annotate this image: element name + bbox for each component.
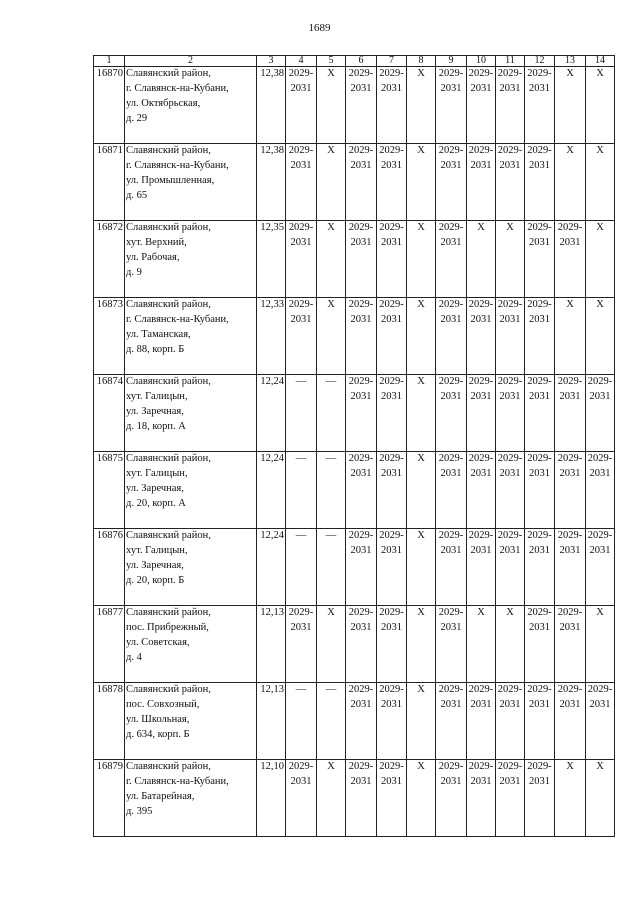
period-cell: 2029- 2031 <box>436 760 467 837</box>
period-cell: 2029- 2031 <box>467 144 496 221</box>
period-cell: X <box>317 67 346 144</box>
period-cell: X <box>586 298 615 375</box>
period-cell: 2029- 2031 <box>525 606 555 683</box>
register-table <box>93 55 615 837</box>
period-cell: 2029- 2031 <box>555 606 586 683</box>
period-cell: X <box>407 67 436 144</box>
period-cell: X <box>317 606 346 683</box>
address-cell: Славянский район, г. Славянск-на-Кубани, ул. Промышленная, д. 65 <box>125 144 257 221</box>
period-cell: X <box>407 452 436 529</box>
area-cell: 12,13 <box>257 606 286 683</box>
period-cell: X <box>555 144 586 221</box>
period-cell: X <box>407 298 436 375</box>
column-number-cell: 11 <box>496 56 525 67</box>
column-number-cell: 10 <box>467 56 496 67</box>
period-cell: 2029- 2031 <box>586 683 615 760</box>
column-number-row <box>94 56 615 67</box>
address-cell: Славянский район, хут. Галицын, ул. Заречная, д. 20, корп. Б <box>125 529 257 606</box>
area-cell: 12,33 <box>257 298 286 375</box>
period-cell: 2029- 2031 <box>377 298 407 375</box>
period-cell: 2029- 2031 <box>525 298 555 375</box>
period-cell: 2029- 2031 <box>377 529 407 606</box>
page-number: 1689 <box>308 22 331 34</box>
period-cell: 2029- 2031 <box>436 67 467 144</box>
period-cell: 2029- 2031 <box>377 606 407 683</box>
period-cell: X <box>555 67 586 144</box>
period-cell: X <box>317 298 346 375</box>
period-cell: — <box>286 452 317 529</box>
address-cell: Славянский район, пос. Совхозный, ул. Школьная, д. 634, корп. Б <box>125 683 257 760</box>
period-cell: 2029- 2031 <box>346 67 377 144</box>
period-cell: 2029- 2031 <box>525 67 555 144</box>
area-cell: 12,10 <box>257 760 286 837</box>
address-cell: Славянский район, г. Славянск-на-Кубани, ул. Батарейная, д. 395 <box>125 760 257 837</box>
period-cell: X <box>586 760 615 837</box>
row-number-cell: 16878 <box>94 683 125 760</box>
period-cell: 2029- 2031 <box>586 452 615 529</box>
period-cell: 2029- 2031 <box>377 760 407 837</box>
row-number-cell: 16876 <box>94 529 125 606</box>
period-cell: 2029- 2031 <box>496 529 525 606</box>
period-cell: 2029- 2031 <box>467 683 496 760</box>
period-cell: 2029- 2031 <box>586 529 615 606</box>
period-cell: 2029- 2031 <box>496 298 525 375</box>
period-cell: X <box>317 760 346 837</box>
column-number-cell: 9 <box>436 56 467 67</box>
period-cell: 2029- 2031 <box>555 683 586 760</box>
period-cell: 2029- 2031 <box>555 529 586 606</box>
period-cell: — <box>317 452 346 529</box>
period-cell: X <box>586 606 615 683</box>
row-number-cell: 16871 <box>94 144 125 221</box>
period-cell: 2029- 2031 <box>286 144 317 221</box>
column-number-cell: 12 <box>525 56 555 67</box>
column-number-cell: 13 <box>555 56 586 67</box>
period-cell: — <box>286 529 317 606</box>
address-cell: Славянский район, хут. Галицын, ул. Заречная, д. 18, корп. А <box>125 375 257 452</box>
table-row <box>94 221 615 298</box>
row-number-cell: 16875 <box>94 452 125 529</box>
table-row <box>94 298 615 375</box>
row-number-cell: 16877 <box>94 606 125 683</box>
period-cell: 2029- 2031 <box>467 452 496 529</box>
period-cell: X <box>407 144 436 221</box>
period-cell: 2029- 2031 <box>436 683 467 760</box>
table-row <box>94 606 615 683</box>
period-cell: 2029- 2031 <box>436 375 467 452</box>
period-cell: X <box>496 221 525 298</box>
period-cell: 2029- 2031 <box>377 221 407 298</box>
period-cell: 2029- 2031 <box>346 144 377 221</box>
period-cell: X <box>555 298 586 375</box>
column-number-cell: 6 <box>346 56 377 67</box>
period-cell: 2029- 2031 <box>496 67 525 144</box>
period-cell: 2029- 2031 <box>346 375 377 452</box>
period-cell: 2029- 2031 <box>467 760 496 837</box>
table-row <box>94 452 615 529</box>
period-cell: X <box>467 606 496 683</box>
period-cell: 2029- 2031 <box>346 760 377 837</box>
period-cell: 2029- 2031 <box>346 452 377 529</box>
period-cell: 2029- 2031 <box>377 683 407 760</box>
period-cell: 2029- 2031 <box>346 606 377 683</box>
period-cell: X <box>467 221 496 298</box>
column-number-cell: 8 <box>407 56 436 67</box>
period-cell: 2029- 2031 <box>436 529 467 606</box>
period-cell: 2029- 2031 <box>525 529 555 606</box>
period-cell: — <box>286 375 317 452</box>
period-cell: 2029- 2031 <box>496 760 525 837</box>
period-cell: X <box>586 67 615 144</box>
table-row <box>94 760 615 837</box>
period-cell: X <box>555 760 586 837</box>
address-cell: Славянский район, г. Славянск-на-Кубани, ул. Октябрьская, д. 29 <box>125 67 257 144</box>
period-cell: 2029- 2031 <box>346 683 377 760</box>
period-cell: 2029- 2031 <box>525 144 555 221</box>
period-cell: 2029- 2031 <box>436 452 467 529</box>
address-cell: Славянский район, пос. Прибрежный, ул. Советская, д. 4 <box>125 606 257 683</box>
period-cell: 2029- 2031 <box>377 375 407 452</box>
period-cell: 2029- 2031 <box>377 67 407 144</box>
column-number-cell: 7 <box>377 56 407 67</box>
period-cell: 2029- 2031 <box>555 375 586 452</box>
table-row <box>94 144 615 221</box>
period-cell: 2029- 2031 <box>346 529 377 606</box>
column-number-cell: 5 <box>317 56 346 67</box>
row-number-cell: 16872 <box>94 221 125 298</box>
address-cell: Славянский район, хут. Верхний, ул. Рабочая, д. 9 <box>125 221 257 298</box>
period-cell: 2029- 2031 <box>286 760 317 837</box>
period-cell: 2029- 2031 <box>286 221 317 298</box>
row-number-cell: 16874 <box>94 375 125 452</box>
period-cell: — <box>286 683 317 760</box>
period-cell: X <box>407 221 436 298</box>
period-cell: — <box>317 683 346 760</box>
period-cell: X <box>317 221 346 298</box>
period-cell: 2029- 2031 <box>496 144 525 221</box>
area-cell: 12,13 <box>257 683 286 760</box>
address-cell: Славянский район, г. Славянск-на-Кубани, ул. Таманская, д. 88, корп. Б <box>125 298 257 375</box>
period-cell: — <box>317 529 346 606</box>
column-number-cell: 4 <box>286 56 317 67</box>
period-cell: X <box>407 529 436 606</box>
period-cell: 2029- 2031 <box>377 144 407 221</box>
period-cell: 2029- 2031 <box>525 683 555 760</box>
period-cell: 2029- 2031 <box>525 375 555 452</box>
period-cell: 2029- 2031 <box>286 298 317 375</box>
column-number-cell: 2 <box>125 56 257 67</box>
period-cell: 2029- 2031 <box>377 452 407 529</box>
period-cell: 2029- 2031 <box>436 221 467 298</box>
period-cell: 2029- 2031 <box>346 221 377 298</box>
period-cell: 2029- 2031 <box>436 298 467 375</box>
table-row <box>94 683 615 760</box>
area-cell: 12,38 <box>257 144 286 221</box>
period-cell: 2029- 2031 <box>525 221 555 298</box>
period-cell: 2029- 2031 <box>496 375 525 452</box>
row-number-cell: 16873 <box>94 298 125 375</box>
column-number-cell: 14 <box>586 56 615 67</box>
area-cell: 12,24 <box>257 529 286 606</box>
period-cell: 2029- 2031 <box>555 452 586 529</box>
period-cell: X <box>496 606 525 683</box>
period-cell: X <box>317 144 346 221</box>
table-row <box>94 67 615 144</box>
period-cell: — <box>317 375 346 452</box>
period-cell: 2029- 2031 <box>467 298 496 375</box>
period-cell: X <box>407 760 436 837</box>
row-number-cell: 16870 <box>94 67 125 144</box>
table-row <box>94 529 615 606</box>
period-cell: X <box>407 606 436 683</box>
period-cell: 2029- 2031 <box>467 375 496 452</box>
column-number-cell: 1 <box>94 56 125 67</box>
row-number-cell: 16879 <box>94 760 125 837</box>
register-table-body <box>94 56 615 837</box>
period-cell: 2029- 2031 <box>436 606 467 683</box>
period-cell: 2029- 2031 <box>286 67 317 144</box>
area-cell: 12,24 <box>257 375 286 452</box>
period-cell: X <box>407 375 436 452</box>
period-cell: 2029- 2031 <box>586 375 615 452</box>
period-cell: 2029- 2031 <box>286 606 317 683</box>
table-row <box>94 375 615 452</box>
period-cell: X <box>586 221 615 298</box>
period-cell: 2029- 2031 <box>525 760 555 837</box>
period-cell: 2029- 2031 <box>555 221 586 298</box>
column-number-cell: 3 <box>257 56 286 67</box>
period-cell: X <box>586 144 615 221</box>
address-cell: Славянский район, хут. Галицын, ул. Заречная, д. 20, корп. А <box>125 452 257 529</box>
area-cell: 12,38 <box>257 67 286 144</box>
period-cell: X <box>407 683 436 760</box>
period-cell: 2029- 2031 <box>346 298 377 375</box>
period-cell: 2029- 2031 <box>496 452 525 529</box>
period-cell: 2029- 2031 <box>436 144 467 221</box>
period-cell: 2029- 2031 <box>496 683 525 760</box>
area-cell: 12,24 <box>257 452 286 529</box>
area-cell: 12,35 <box>257 221 286 298</box>
period-cell: 2029- 2031 <box>467 67 496 144</box>
period-cell: 2029- 2031 <box>525 452 555 529</box>
period-cell: 2029- 2031 <box>467 529 496 606</box>
